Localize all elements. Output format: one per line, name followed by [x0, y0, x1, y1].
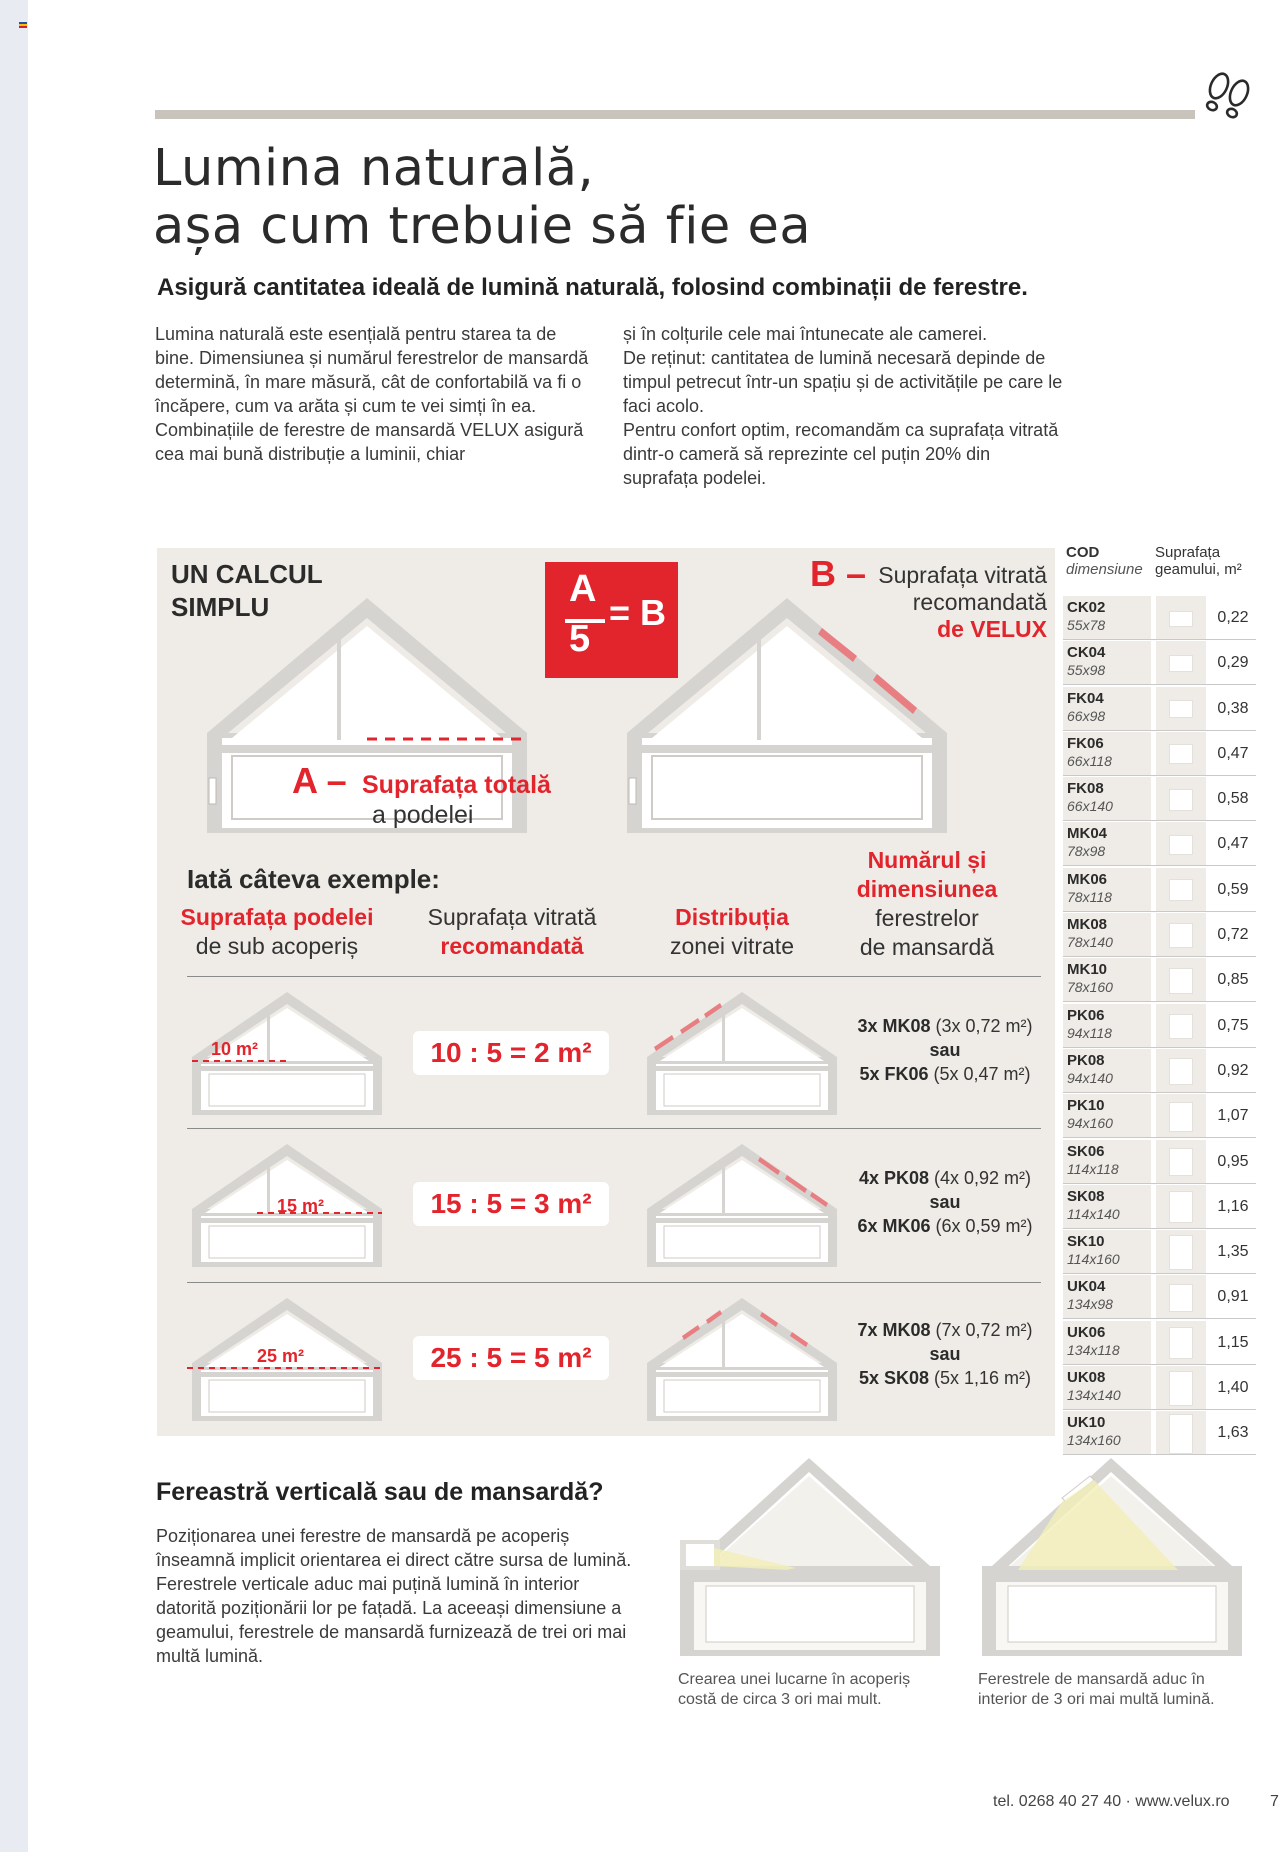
table-row: [1063, 1140, 1256, 1184]
title-line-1: Lumina naturală,: [153, 139, 595, 198]
column-header-floor: [177, 903, 377, 961]
label-a-letter: A –: [292, 760, 347, 801]
table-dimension: 66x98: [1067, 707, 1106, 724]
column-header-line: Suprafața vitrată: [427, 904, 597, 930]
column-header-line: dimensiunea: [856, 876, 998, 902]
option-code: 5x SK08: [858, 1368, 929, 1388]
table-code: CK04: [1067, 644, 1106, 662]
intro-paragraph: Combinațiile de ferestre de mansardă VELUX asigură cea mai bună distribuție a luminii, chiar: [155, 420, 584, 464]
intro-paragraph: și în colțurile cele mai întunecate ale camerei.: [623, 324, 988, 344]
table-area-value: 0,47: [1217, 835, 1249, 853]
page-number: 7: [1270, 1793, 1279, 1810]
table-code: UK04: [1067, 1278, 1106, 1296]
table-code: FK06: [1067, 734, 1104, 752]
table-row: [1063, 777, 1256, 821]
table-area-value: 1,40: [1217, 1379, 1249, 1397]
table-row: [1063, 641, 1256, 685]
table-dimension: 94x118: [1067, 1024, 1112, 1041]
window-size-icon: [1169, 1014, 1193, 1039]
table-dimension: 66x118: [1067, 752, 1112, 769]
column-header-glazed: [407, 903, 617, 961]
example-floor-area: 10 m²: [211, 1039, 259, 1059]
table-code: MK06: [1067, 870, 1108, 888]
table-code: MK10: [1067, 961, 1108, 979]
table-dimension: 114x140: [1067, 1205, 1120, 1222]
example-window-options: [837, 1014, 1053, 1086]
table-code: SK06: [1067, 1142, 1105, 1160]
table-dimension: 114x118: [1067, 1160, 1119, 1177]
label-a-line: a podelei: [372, 801, 474, 829]
window-size-icon: [1169, 700, 1193, 718]
example-floor-area: 15 m²: [277, 1196, 325, 1216]
window-size-icon: [1169, 968, 1193, 994]
window-size-icon: [1169, 879, 1193, 901]
table-dimension: 134x140: [1067, 1387, 1121, 1404]
window-size-icon: [1169, 835, 1193, 855]
table-area-value: 0,91: [1217, 1288, 1249, 1306]
column-header-line: de sub acoperiș: [195, 933, 359, 959]
table-area-value: 0,95: [1217, 1152, 1249, 1170]
window-size-icon: [1169, 744, 1193, 764]
table-dimension: 78x160: [1067, 979, 1113, 996]
row-divider: [187, 1282, 1041, 1283]
table-code: SK08: [1067, 1187, 1105, 1205]
section-2-title: Fereastră verticală sau de mansardă?: [156, 1478, 604, 1506]
column-header-distribution: [652, 903, 812, 961]
table-row: [1063, 1411, 1256, 1455]
footprints-icon: [1202, 66, 1258, 122]
column-header-line: Numărul și: [867, 847, 987, 873]
column-header-line: recomandată: [440, 933, 584, 959]
table-dimension: 78x118: [1067, 888, 1112, 905]
header-code-label: COD: [1066, 544, 1100, 561]
table-area-value: 0,72: [1217, 926, 1249, 944]
header-dim-label: dimensiune: [1066, 561, 1143, 578]
option-code: 4x PK08: [858, 1168, 929, 1188]
option-code: 5x FK06: [859, 1064, 929, 1084]
table-row: [1063, 822, 1256, 866]
window-size-icon: [1169, 1058, 1193, 1086]
caption-dormer: Crearea unei lucarne în acoperiș costă de circa 3 ori mai mult.: [678, 1671, 911, 1708]
column-header-line: Distribuția: [675, 904, 789, 930]
example-calc-box: 25 : 5 = 5 m²: [413, 1336, 609, 1380]
table-code: PK06: [1067, 1006, 1105, 1024]
formula-result: = B: [609, 592, 667, 633]
examples-title: Iată câteva exemple:: [187, 864, 440, 894]
table-header-code: [1066, 544, 1143, 578]
table-row: [1063, 732, 1256, 776]
table-row: [1063, 958, 1256, 1002]
intro-paragraph: Pentru confort optim, recomandăm ca suprafața vitrată dintr-o cameră să reprezinte cel puțin 20% din suprafața podelei.: [623, 420, 1059, 488]
page-edge-strip: [0, 0, 28, 1852]
window-size-icon: [1169, 1371, 1193, 1407]
window-size-icon: [1169, 1235, 1193, 1270]
table-dimension: 55x98: [1067, 662, 1106, 679]
table-code: PK10: [1067, 1097, 1105, 1115]
column-header-line: de mansardă: [859, 934, 995, 960]
table-row: [1063, 1230, 1256, 1274]
option-detail: (5x 1,16 m²): [934, 1368, 1032, 1388]
example-window-house: [642, 992, 842, 1117]
calc-title-line: UN CALCUL: [171, 559, 323, 589]
table-row: [1063, 1094, 1256, 1138]
table-area-value: 0,29: [1217, 654, 1249, 672]
label-b-letter: B –: [810, 553, 867, 594]
intro-paragraph: Lumina naturală este esențială pentru starea ta de bine. Dimensiunea și numărul ferestrelor de mansardă determină, în mare măsură, cât de confortabilă va fi o încăpere, cum va arăta și cum te vei simți în ea.: [155, 324, 589, 416]
label-b-text: [878, 562, 1047, 643]
table-area-value: 0,85: [1217, 971, 1249, 989]
header-rule: [155, 110, 1195, 119]
window-size-icon: [1169, 655, 1193, 672]
header-area-label: Suprafața: [1155, 544, 1221, 561]
row-divider: [187, 976, 1041, 977]
formula-numerator: A: [569, 568, 597, 610]
table-body: [1063, 596, 1256, 1455]
table-dimension: 94x140: [1067, 1069, 1113, 1086]
example-window-options: [837, 1318, 1053, 1390]
title-line-2: așa cum trebuie să fie ea: [153, 197, 812, 256]
table-code: MK04: [1067, 825, 1108, 843]
column-header-windows: [827, 846, 1027, 962]
table-dimension: 114x160: [1067, 1251, 1120, 1268]
table-area-value: 1,15: [1217, 1333, 1249, 1351]
table-row: [1063, 913, 1256, 957]
intro-column-1: [155, 322, 595, 466]
label-a-text: [362, 770, 551, 830]
calc-title-line: SIMPLU: [171, 592, 270, 622]
table-dimension: 94x160: [1067, 1115, 1113, 1132]
table-area-value: 1,63: [1217, 1424, 1249, 1442]
example-window-house: [642, 1298, 842, 1423]
option-or: sau: [929, 1040, 961, 1060]
table-code: UK06: [1067, 1323, 1106, 1341]
window-size-icon: [1169, 789, 1193, 811]
example-window-house: [642, 1144, 842, 1269]
table-row: [1063, 868, 1256, 912]
header-area-unit: geamului, m²: [1155, 561, 1242, 578]
table-area-value: 0,38: [1217, 699, 1249, 717]
caption-roof-window: Ferestrele de mansardă aduc în interior de 3 ori mai multă lumină.: [978, 1671, 1215, 1708]
table-code: CK02: [1067, 599, 1106, 616]
option-detail: (4x 0,92 m²): [934, 1168, 1032, 1188]
table-dimension: 66x140: [1067, 798, 1113, 815]
window-size-icon: [1169, 923, 1193, 947]
window-size-icon: [1169, 1102, 1193, 1132]
label-a-line: Suprafața totală: [362, 771, 551, 799]
option-or: sau: [929, 1192, 961, 1212]
table-dimension: 78x140: [1067, 934, 1113, 951]
column-header-line: ferestrelor: [875, 905, 979, 931]
table-row: [1063, 1321, 1256, 1365]
option-code: 6x MK06: [857, 1216, 931, 1236]
label-b-line: recomandată: [912, 589, 1047, 615]
table-header-area: [1155, 544, 1242, 578]
window-size-icon: [1169, 1191, 1193, 1223]
dormer-house-diagram: [676, 1458, 944, 1658]
window-size-icon: [1169, 1414, 1193, 1454]
table-code: PK08: [1067, 1051, 1105, 1069]
table-area-value: 0,92: [1217, 1061, 1249, 1079]
table-area-value: 0,75: [1217, 1016, 1249, 1034]
table-row: [1063, 1275, 1256, 1319]
option-detail: (3x 0,72 m²): [935, 1016, 1033, 1036]
row-divider: [187, 1128, 1041, 1129]
table-row: [1063, 596, 1256, 640]
example-calc-box: 10 : 5 = 2 m²: [413, 1031, 609, 1075]
window-size-icon: [1169, 611, 1193, 627]
table-dimension: 134x98: [1067, 1296, 1113, 1313]
roof-window-house-diagram: [978, 1458, 1246, 1658]
option-or: sau: [929, 1344, 961, 1364]
label-b-line: Suprafața vitrată: [878, 562, 1047, 588]
calculation-panel: [157, 548, 1055, 1436]
table-dimension: 134x118: [1067, 1341, 1120, 1358]
column-header-line: zonei vitrate: [669, 933, 794, 959]
table-area-value: 1,07: [1217, 1107, 1249, 1125]
table-dimension: 134x160: [1067, 1432, 1121, 1449]
table-row: [1063, 687, 1256, 731]
example-window-options: [837, 1166, 1053, 1238]
table-row: [1063, 1049, 1256, 1093]
option-detail: (6x 0,59 m²): [935, 1216, 1033, 1236]
table-dimension: 78x98: [1067, 843, 1106, 860]
table-area-value: 0,22: [1217, 609, 1249, 626]
formula-box: [545, 562, 678, 678]
table-row: [1063, 1366, 1256, 1410]
table-code: FK04: [1067, 689, 1104, 707]
table-code: FK08: [1067, 780, 1104, 798]
table-code: UK10: [1067, 1414, 1106, 1432]
intro-paragraph: De reținut: cantitatea de lumină necesară depinde de timpul petrecut într-un spațiu și de activitățile pe care le faci acolo.: [623, 348, 1063, 416]
footer-contact: tel. 0268 40 27 40 · www.velux.ro: [993, 1793, 1230, 1810]
column-header-line: Suprafața podelei: [180, 904, 374, 930]
table-area-value: 0,47: [1217, 744, 1249, 762]
table-code: UK08: [1067, 1369, 1106, 1387]
window-size-icon: [1169, 1148, 1193, 1176]
table-area-value: 0,58: [1217, 790, 1249, 808]
option-detail: (5x 0,47 m²): [933, 1064, 1031, 1084]
table-area-value: 1,16: [1217, 1197, 1249, 1215]
table-area-value: 0,59: [1217, 880, 1249, 898]
window-size-icon: [1169, 1327, 1193, 1359]
label-b-line: de VELUX: [937, 616, 1047, 642]
option-code: 7x MK08: [857, 1320, 931, 1340]
option-code: 3x MK08: [857, 1016, 931, 1036]
flag-icon: [19, 22, 27, 28]
example-floor-area: 25 m²: [257, 1346, 305, 1366]
window-size-table: [1063, 544, 1256, 1457]
option-detail: (7x 0,72 m²): [935, 1320, 1033, 1340]
window-size-icon: [1169, 1284, 1193, 1311]
example-calc-box: 15 : 5 = 3 m²: [413, 1182, 609, 1226]
table-area-value: 1,35: [1217, 1243, 1249, 1261]
table-dimension: 55x78: [1067, 617, 1106, 633]
table-code: SK10: [1067, 1233, 1105, 1251]
page-subtitle: Asigură cantitatea ideală de lumină naturală, folosind combinații de ferestre.: [157, 274, 1028, 301]
page-title: [153, 140, 811, 256]
formula-denominator: 5: [569, 618, 591, 660]
section-2-text: Poziționarea unei ferestre de mansardă pe acoperiș înseamnă implicit orientarea ei direct către sursa de lumină. Ferestrele verticale aduc mai puțină lumină în interior datorită poziționării lor pe fațadă. La aceeași dimensiune a geamului, ferestrele de mansardă furnizează de trei ori mai multă lumină.: [156, 1526, 632, 1666]
table-header: [1063, 544, 1256, 596]
table-row: [1063, 1004, 1256, 1048]
intro-column-2: [623, 322, 1063, 490]
table-row: [1063, 1185, 1256, 1229]
table-code: MK08: [1067, 916, 1108, 934]
